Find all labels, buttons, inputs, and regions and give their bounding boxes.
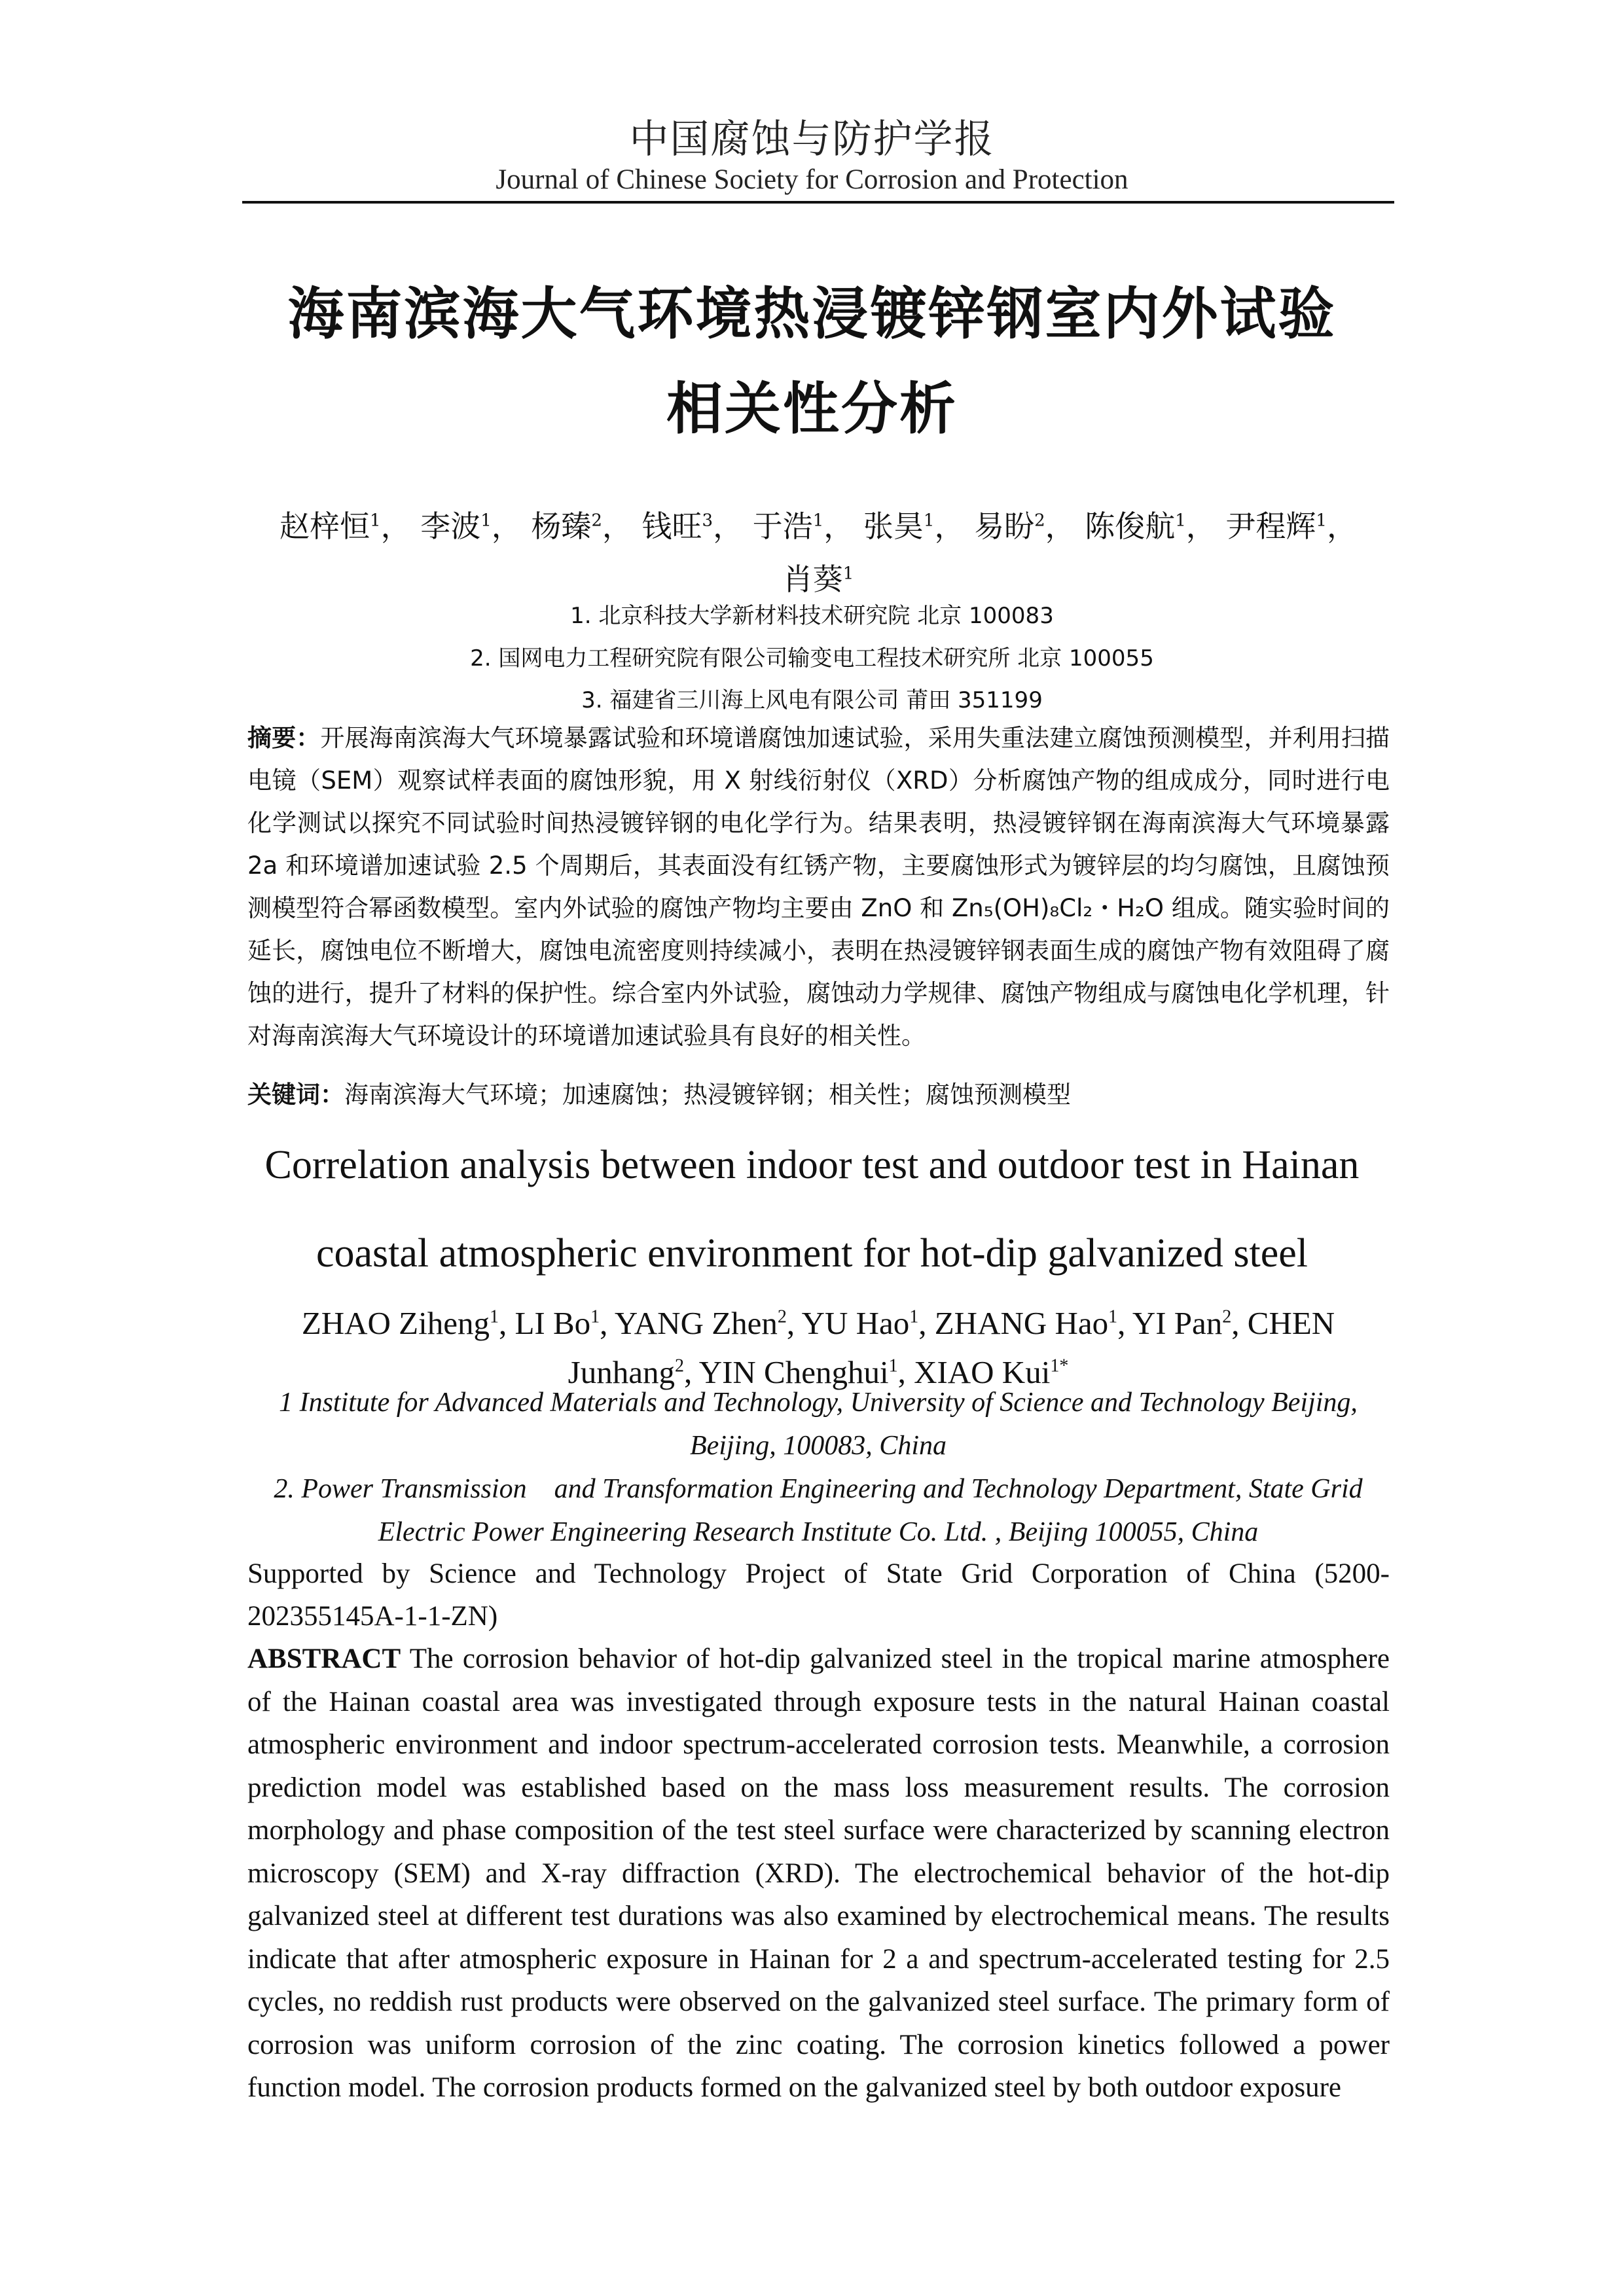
affiliation-cn: 1. 北京科技大学新材料技术研究院 北京 100083: [570, 603, 1054, 629]
author-en: YIN Chenghui$^1$: [698, 1354, 898, 1390]
authors-en: ZHAO Ziheng$^1$, LI Bo$^1$, YANG Zhen$^2$, YU Hao$^1$, ZHANG Hao$^1$, YI Pan$^2$, CHEN Junhang$^2$, YIN Chenghui$^1$, XIAO Kui$^{1*}$: [301, 1305, 1335, 1390]
keywords-cn-text: 海南滨海大气环境；加速腐蚀；热浸镀锌钢；相关性；腐蚀预测模型: [344, 1081, 1071, 1109]
affiliation-cn: 3. 福建省三川海上风电有限公司 莆田 351199: [581, 687, 1043, 713]
author-en: YANG Zhen$^2$: [614, 1305, 787, 1342]
abstract-en-label: ABSTRACT: [247, 1643, 401, 1674]
author-cn: 于浩$^1$: [752, 509, 824, 545]
abstract-en: [247, 1638, 1390, 2109]
author-en: CHEN Junhang$^2$: [568, 1305, 1335, 1390]
abstract-cn-text: 开展海南滨海大气环境暴露试验和环境谱腐蚀加速试验，采用失重法建立腐蚀预测模型，并利用扫描电镜（SEM）观察试样表面的腐蚀形貌，用 X 射线衍射仪（XRD）分析腐蚀产物的组成成分，同时进行电化学测试以探究不同试验时间热浸镀锌钢的电化学行为。结果表明，热浸镀锌钢在海南滨海大气环境暴露 2a 和环境谱加速试验 2.5 个周期后，其表面没有红锈产物，主要腐蚀形式为镀锌层的均匀腐蚀，且腐蚀预测模型符合幂函数模型。室内外试验的腐蚀产物均主要由 ZnO 和 Zn₅(OH)₈Cl₂・H₂O 组成。随实验时间的延长，腐蚀电位不断增大，腐蚀电流密度则持续减小，表明在热浸镀锌钢表面生成的腐蚀产物有效阻碍了腐蚀的进行，提升了材料的保护性。综合室内外试验，腐蚀动力学规律、腐蚀产物组成与腐蚀电化学机理，针对海南滨海大气环境设计的环境谱加速试验具有良好的相关性。: [247, 724, 1390, 1050]
author-cn: 张昊$^1$: [863, 509, 935, 545]
author-en: LI Bo$^1$: [514, 1305, 600, 1342]
affiliation-en: 1 Institute for Advanced Materials and Technology, University of Science and Technology Beijing, Beijing, 100083, China: [279, 1388, 1358, 1461]
abstract-cn-label: 摘要：: [247, 724, 321, 752]
affiliation-cn: 2. 国网电力工程研究院有限公司输变电工程技术研究所 北京 100055: [470, 645, 1154, 672]
title-cn-line-1: 海南滨海大气环境热浸镀锌钢室内外试验: [287, 281, 1337, 347]
affiliation-en: 2. Power Transmission and Transformation Engineering and Technology Department, State Grid Electric Power Engineering Research Institute Co. Ltd. , Beijing 100055, China: [274, 1474, 1363, 1547]
abstract-cn: [247, 717, 1390, 1057]
journal-name-en: Journal of Chinese Society for Corrosion and Protection: [496, 164, 1128, 195]
title-cn-line-2: 相关性分析: [666, 376, 958, 442]
journal-name-cn: 中国腐蚀与防护学报: [629, 118, 995, 161]
author-cn: 肖葵$^1$: [782, 561, 854, 597]
author-cn: 杨臻$^2$: [531, 509, 602, 545]
author-cn: 钱旺$^3$: [641, 509, 713, 545]
author-cn: 赵梓恒$^1$: [280, 509, 381, 545]
keywords-cn: [247, 1073, 1390, 1116]
funding-statement: Supported by Science and Technology Project of State Grid Corporation of China (5200-202355145A-1-1-ZN): [247, 1558, 1390, 1632]
keywords-cn-label: 关键词：: [247, 1081, 344, 1109]
author-en: XIAO Kui$^{1*}$: [914, 1354, 1069, 1390]
author-en: YU Hao$^1$: [801, 1305, 919, 1342]
header-divider: [242, 201, 1394, 204]
authors-cn: 赵梓恒$^1$， 李波$^1$， 杨臻$^2$， 钱旺$^3$， 于浩$^1$， 张昊$^1$， 易盼$^2$， 陈俊航$^1$， 尹程辉$^1$， 肖葵$^1$: [280, 509, 1357, 597]
title-en-line-2: coastal atmospheric environment for hot-dip galvanized steel: [316, 1231, 1308, 1276]
abstract-en-text: The corrosion behavior of hot-dip galvanized steel in the tropical marine atmosphere of the Hainan coastal area was investigated through exposure tests in the natural Hainan coastal atmospheric environment and indoor spectrum-accelerated corrosion tests. Meanwhile, a corrosion prediction model was established based on the mass loss measurement results. The corrosion morphology and phase composition of the test steel surface were characterized by scanning electron microscopy (SEM) and X-ray diffraction (XRD). The electrochemical behavior of the hot-dip galvanized steel at different test durations was also examined by electrochemical means. The results indicate that after atmospheric exposure in Hainan for 2 a and spectrum-accelerated testing for 2.5 cycles, no reddish rust products were observed on the galvanized steel surface. The primary form of corrosion was uniform corrosion of the zinc coating. The corrosion kinetics followed a power function model. The corrosion products formed on the galvanized steel by both outdoor exposure: [247, 1643, 1390, 2103]
author-en: YI Pan$^2$: [1132, 1305, 1232, 1342]
author-cn: 陈俊航$^1$: [1085, 509, 1186, 545]
author-cn: 尹程辉$^1$: [1225, 509, 1327, 545]
title-en-line-1: Correlation analysis between indoor test and outdoor test in Hainan: [264, 1143, 1360, 1187]
author-en: ZHAO Ziheng$^1$: [301, 1305, 499, 1342]
author-en: ZHANG Hao$^1$: [934, 1305, 1118, 1342]
author-cn: 易盼$^2$: [974, 509, 1045, 545]
author-cn: 李波$^1$: [420, 509, 492, 545]
